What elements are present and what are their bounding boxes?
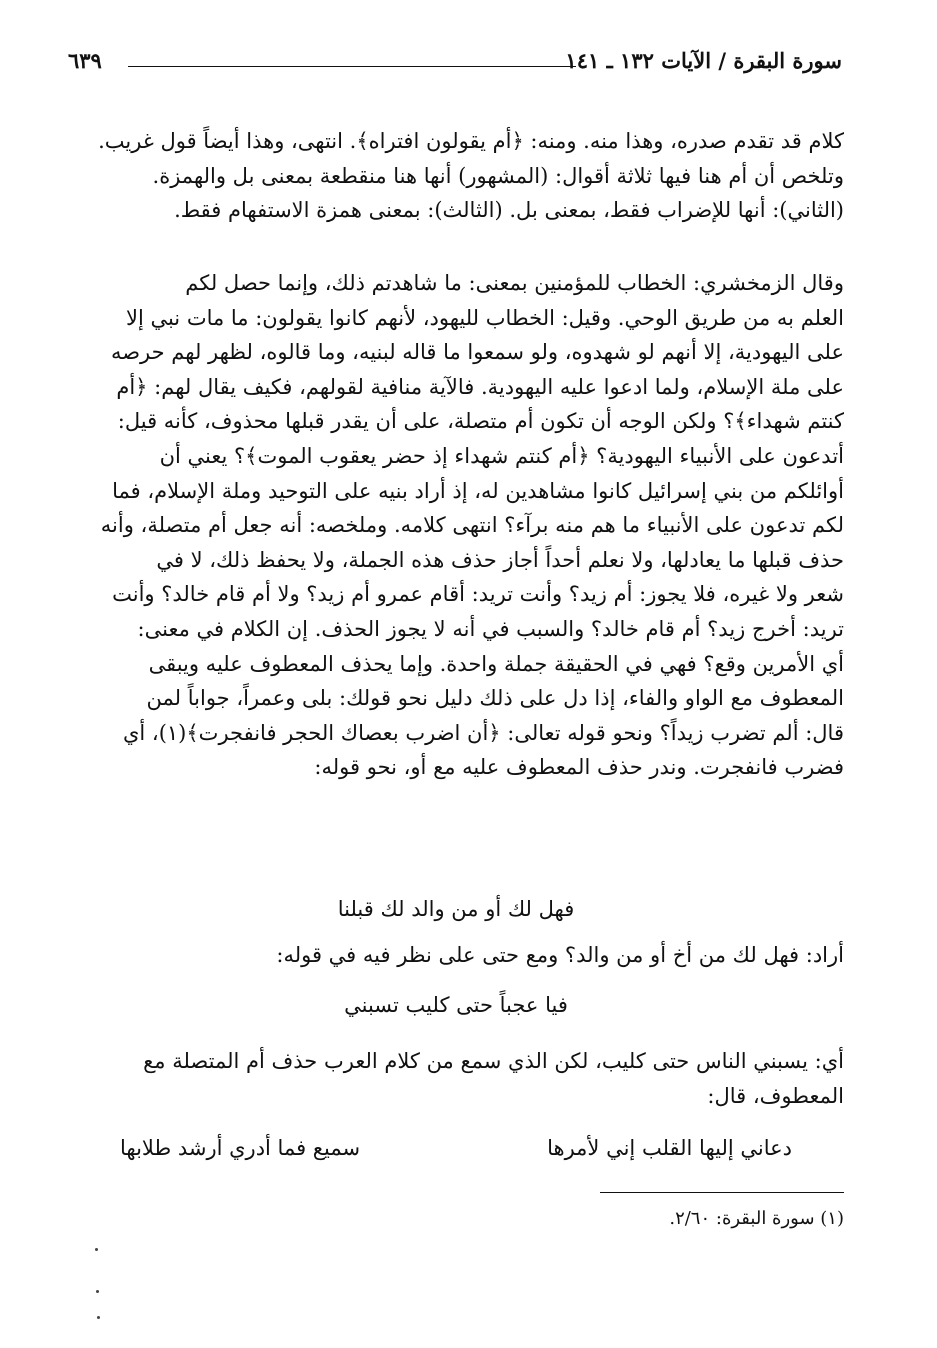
running-title: سورة البقرة / الآيات ١٣٢ ـ ١٤١ <box>565 48 842 73</box>
text-line: فضرب فانفجرت. وندر حذف المعطوف عليه مع أو، نحو قوله: <box>314 755 844 780</box>
paragraph-3 <box>68 1044 844 1113</box>
text-line: أوائلكم من بني إسرائيل كانوا مشاهدين له، إذ أراد بنيه على التوحيد وملة الإسلام، فما <box>112 478 844 503</box>
footnote: (١) سورة البقرة: ٢/٦٠. <box>669 1208 844 1229</box>
text-line: المعطوف مع الواو والفاء، إذا دل على ذلك دليل نحو قولك: بلى وعمراً، جواباً لمن <box>146 686 844 711</box>
text-line: شعر ولا غيره، فلا يجوز: أم زيد؟ وأنت تريد: أقام عمرو أم زيد؟ ولا أم قام خالد؟ وأنت <box>112 582 844 607</box>
text-line: أتدعون على الأنبياء اليهودية؟ ﴿أم كنتم شهداء إذ حضر يعقوب الموت﴾؟ يعني أن <box>159 443 844 468</box>
text-line: أي: يسبني الناس حتى كليب، لكن الذي سمع من كلام العرب حذف أم المتصلة مع <box>143 1049 844 1073</box>
scan-speck <box>96 1290 99 1293</box>
text-line: كنتم شهداء﴾؟ ولكن الوجه أن تكون أم متصلة، على أن يقدر قبلها محذوف، كأنه قيل: <box>117 409 844 434</box>
text-line: كلام قد تقدم صدره، وهذا منه. ومنه: ﴿أم يقولون افتراه﴾. انتهى، وهذا أيضاً قول غريب. <box>98 129 844 153</box>
second-hemistich: سميع فما أدري أرشد طلابها <box>120 1136 361 1160</box>
text-line: المعطوف، قال: <box>707 1083 844 1108</box>
poetry-verse: فهل لك أو من والد لك قبلنا <box>337 897 575 921</box>
paragraph-1 <box>68 124 844 228</box>
poetry-couplet <box>120 1136 792 1172</box>
text-line: (الثاني): أنها للإضراب فقط، بمعنى بل. (الثالث): بمعنى همزة الاستفهام فقط. <box>174 198 844 223</box>
text-line: أي الأمرين وقع؟ فهي في الحقيقة جملة واحدة. وإما يحذف المعطوف عليه ويبقى <box>148 651 844 676</box>
paragraph-2 <box>68 266 844 785</box>
text-line: تريد: أخرج زيد؟ أم قام خالد؟ والسبب في أنه لا يجوز الحذف. إن الكلام في معنى: <box>137 616 844 641</box>
header-rule <box>128 66 576 67</box>
poetry-verse: فيا عجباً حتى كليب تسبني <box>344 993 568 1017</box>
scan-speck <box>95 1248 98 1251</box>
text-line: أراد: فهل لك من أخ أو من والد؟ ومع حتى على نظر فيه في قوله: <box>276 943 844 967</box>
text-line: وقال الزمخشري: الخطاب للمؤمنين بمعنى: ما شاهدتم ذلك، وإنما حصل لكم <box>185 271 844 295</box>
scan-speck <box>97 1316 100 1319</box>
text-line: على اليهودية، إلا أنهم لو شهدوه، ولو سمعوا ما قاله لبنيه، وما قالوه، لظهر لهم حرصه <box>110 340 844 365</box>
text-line: على ملة الإسلام، ولما ادعوا عليه اليهودية. فالآية منافية لقولهم، فكيف يقال لهم: ﴿أم <box>116 374 844 399</box>
page-header <box>68 44 842 84</box>
text-line: وتلخص أن أم هنا فيها ثلاثة أقوال: (المشهور) أنها هنا منقطعة بمعنى بل والهمزة. <box>152 163 844 188</box>
first-hemistich: دعاني إليها القلب إني لأمرها <box>547 1136 792 1160</box>
page-number: ٦٣٩ <box>68 48 102 73</box>
text-line: قال: ألم تضرب زيداً؟ ونحو قوله تعالى: ﴿أن اضرب بعصاك الحجر فانفجرت﴾(١)، أي <box>122 720 844 745</box>
text-line: العلم به من طريق الوحي. وقيل: الخطاب لليهود، لأنهم كانوا يقولون: ما مات نبي إلا <box>125 305 844 330</box>
text-line: لكم تدعون على الأنبياء ما هم منه برآء؟ انتهى كلامه. وملخصه: أنه جعل أم متصلة، وأنه <box>100 513 844 538</box>
footnote-rule <box>600 1192 844 1193</box>
text-line: حذف قبلها ما يعادلها، ولا نعلم أحداً أجاز حذف هذه الجملة، ولا يحفظ ذلك، لا في <box>156 547 844 572</box>
